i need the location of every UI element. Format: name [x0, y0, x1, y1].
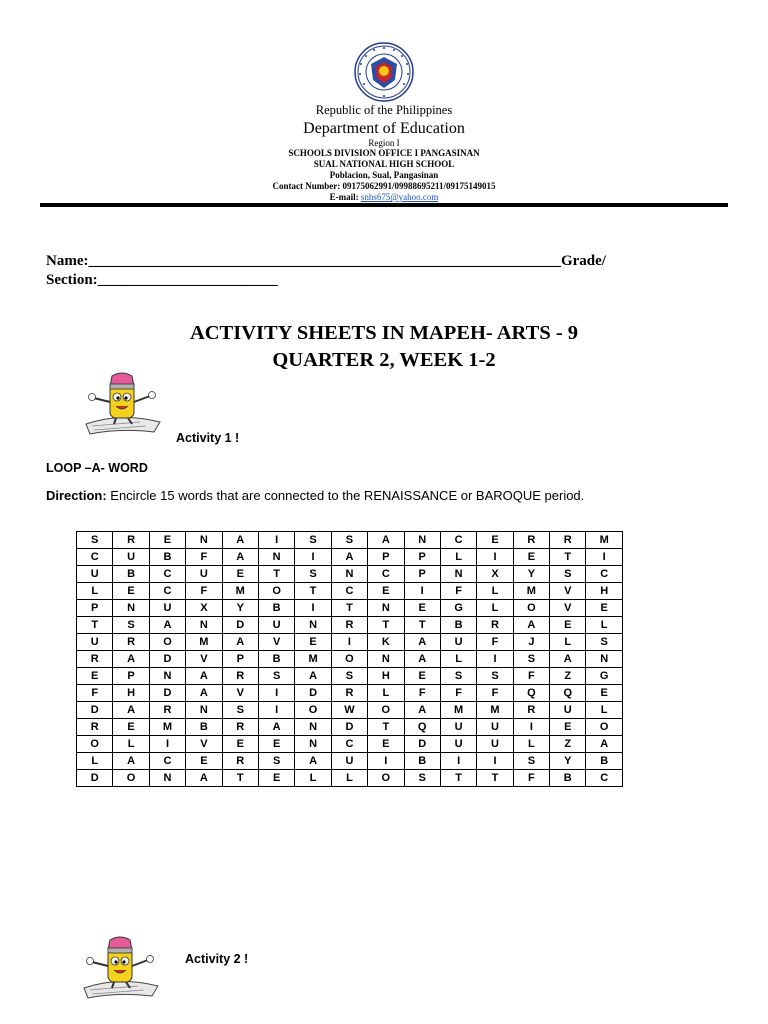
grid-cell[interactable]: O	[331, 651, 367, 668]
grid-cell[interactable]: O	[258, 583, 294, 600]
grid-cell[interactable]: A	[222, 549, 258, 566]
grid-cell[interactable]: E	[368, 583, 404, 600]
grid-cell[interactable]: B	[258, 651, 294, 668]
email-label: E-mail:	[329, 192, 361, 202]
grid-cell[interactable]: T	[258, 566, 294, 583]
grid-cell[interactable]: J	[513, 634, 549, 651]
grid-row	[77, 685, 623, 702]
grid-cell[interactable]: Y	[222, 600, 258, 617]
grid-cell[interactable]: B	[113, 566, 149, 583]
grid-cell[interactable]: B	[258, 600, 294, 617]
grid-cell[interactable]: I	[477, 549, 513, 566]
grid-cell[interactable]: E	[550, 719, 586, 736]
grid-cell[interactable]: E	[149, 532, 185, 549]
grid-cell[interactable]: A	[113, 702, 149, 719]
grid-cell[interactable]: B	[186, 719, 222, 736]
grid-cell[interactable]: M	[477, 702, 513, 719]
grid-cell[interactable]: R	[222, 753, 258, 770]
grid-cell[interactable]: F	[513, 770, 549, 787]
grid-row	[77, 549, 623, 566]
grid-cell[interactable]: U	[186, 566, 222, 583]
grid-cell[interactable]: X	[186, 600, 222, 617]
grid-cell[interactable]: S	[440, 668, 476, 685]
grid-cell[interactable]: N	[331, 566, 367, 583]
deped-seal	[354, 42, 414, 102]
grid-row	[77, 583, 623, 600]
grid-cell[interactable]: U	[440, 736, 476, 753]
grid-cell[interactable]: L	[368, 685, 404, 702]
grid-cell[interactable]: R	[113, 634, 149, 651]
grid-cell[interactable]: N	[440, 566, 476, 583]
grid-cell[interactable]: W	[331, 702, 367, 719]
grid-cell[interactable]: T	[404, 617, 440, 634]
grid-cell[interactable]: P	[368, 549, 404, 566]
grid-cell[interactable]: V	[550, 583, 586, 600]
header-email-row	[0, 192, 768, 202]
grid-cell[interactable]: D	[331, 719, 367, 736]
grid-cell[interactable]: H	[113, 685, 149, 702]
grid-cell[interactable]: N	[586, 651, 622, 668]
grid-cell[interactable]: N	[113, 600, 149, 617]
grid-row	[77, 668, 623, 685]
grid-cell[interactable]: A	[295, 753, 331, 770]
grid-cell[interactable]: B	[586, 753, 622, 770]
grid-cell[interactable]: P	[404, 549, 440, 566]
grid-cell[interactable]: N	[186, 532, 222, 549]
grid-cell[interactable]: E	[222, 736, 258, 753]
grid-cell[interactable]: I	[404, 583, 440, 600]
grid-cell[interactable]: L	[295, 770, 331, 787]
grid-cell[interactable]: U	[113, 549, 149, 566]
activity-1-label: Activity 1 !	[176, 431, 240, 445]
grid-cell[interactable]: E	[586, 600, 622, 617]
grid-cell[interactable]: M	[186, 634, 222, 651]
grid-cell[interactable]: I	[586, 549, 622, 566]
grid-cell[interactable]: U	[440, 634, 476, 651]
grid-cell[interactable]: S	[477, 668, 513, 685]
grid-cell[interactable]: E	[77, 668, 113, 685]
grid-cell[interactable]: U	[77, 634, 113, 651]
grid-cell[interactable]: Z	[550, 668, 586, 685]
grid-row	[77, 736, 623, 753]
grid-cell[interactable]: L	[513, 736, 549, 753]
grid-cell[interactable]: N	[186, 702, 222, 719]
grid-cell[interactable]: C	[149, 753, 185, 770]
grid-cell[interactable]: Q	[550, 685, 586, 702]
grid-cell[interactable]: P	[77, 600, 113, 617]
grid-cell[interactable]: A	[586, 736, 622, 753]
grid-cell[interactable]: L	[77, 583, 113, 600]
grid-cell[interactable]: A	[550, 651, 586, 668]
grid-cell[interactable]: L	[440, 651, 476, 668]
grid-cell[interactable]: U	[149, 600, 185, 617]
grid-cell[interactable]: B	[440, 617, 476, 634]
grid-cell[interactable]: N	[295, 719, 331, 736]
grid-cell[interactable]: E	[186, 753, 222, 770]
grid-cell[interactable]: A	[404, 651, 440, 668]
grid-cell[interactable]: P	[404, 566, 440, 583]
grid-cell[interactable]: A	[404, 634, 440, 651]
grid-cell[interactable]: S	[258, 668, 294, 685]
grid-cell[interactable]: M	[149, 719, 185, 736]
direction-text	[46, 488, 584, 503]
grid-cell[interactable]: P	[113, 668, 149, 685]
grid-cell[interactable]: N	[368, 600, 404, 617]
grid-cell[interactable]: R	[331, 685, 367, 702]
grid-cell[interactable]: Z	[550, 736, 586, 753]
grid-cell[interactable]: I	[258, 702, 294, 719]
grid-cell[interactable]: O	[149, 634, 185, 651]
grid-cell[interactable]: N	[404, 532, 440, 549]
header-division: SCHOOLS DIVISION OFFICE I PANGASINAN	[288, 148, 480, 158]
grid-cell[interactable]: Q	[513, 685, 549, 702]
grid-cell[interactable]: Y	[550, 753, 586, 770]
grid-cell[interactable]: E	[586, 685, 622, 702]
grid-cell[interactable]: H	[368, 668, 404, 685]
grid-cell[interactable]: E	[513, 549, 549, 566]
grid-cell[interactable]: I	[477, 651, 513, 668]
grid-cell[interactable]: V	[222, 685, 258, 702]
grid-cell[interactable]: K	[368, 634, 404, 651]
grid-cell[interactable]: S	[513, 753, 549, 770]
grid-cell[interactable]: E	[113, 583, 149, 600]
grid-cell[interactable]: L	[77, 753, 113, 770]
grid-cell[interactable]: Y	[513, 566, 549, 583]
grid-cell[interactable]: C	[331, 583, 367, 600]
grid-cell[interactable]: N	[149, 770, 185, 787]
grid-cell[interactable]: I	[331, 634, 367, 651]
grid-cell[interactable]: G	[440, 600, 476, 617]
grid-cell[interactable]: F	[440, 583, 476, 600]
grid-cell[interactable]: E	[222, 566, 258, 583]
grid-cell[interactable]: A	[222, 532, 258, 549]
grid-cell[interactable]: O	[513, 600, 549, 617]
grid-cell[interactable]: D	[77, 702, 113, 719]
page-subtitle: QUARTER 2, WEEK 1-2	[272, 349, 496, 371]
grid-cell[interactable]: R	[77, 651, 113, 668]
grid-cell[interactable]: T	[295, 583, 331, 600]
grid-cell[interactable]: A	[113, 651, 149, 668]
grid-row	[77, 651, 623, 668]
grid-cell[interactable]: V	[186, 736, 222, 753]
grid-cell[interactable]: F	[477, 685, 513, 702]
grid-cell[interactable]: M	[222, 583, 258, 600]
grid-cell[interactable]: R	[113, 532, 149, 549]
grid-cell[interactable]: S	[77, 532, 113, 549]
grid-cell[interactable]: I	[258, 685, 294, 702]
grid-cell[interactable]: S	[113, 617, 149, 634]
header-address: Poblacion, Sual, Pangasinan	[329, 170, 439, 180]
grid-cell[interactable]: T	[440, 770, 476, 787]
grid-cell[interactable]: A	[368, 532, 404, 549]
grid-cell[interactable]: I	[477, 753, 513, 770]
grid-cell[interactable]: N	[149, 668, 185, 685]
grid-cell[interactable]: R	[77, 719, 113, 736]
grid-cell[interactable]: X	[477, 566, 513, 583]
grid-cell[interactable]: I	[440, 753, 476, 770]
grid-cell[interactable]: A	[186, 685, 222, 702]
section-field[interactable]: Section:________________________	[46, 272, 278, 288]
grid-cell[interactable]: F	[513, 668, 549, 685]
grid-row	[77, 719, 623, 736]
grid-cell[interactable]: S	[295, 566, 331, 583]
grid-cell[interactable]: N	[258, 549, 294, 566]
grid-cell[interactable]: L	[550, 634, 586, 651]
grid-row	[77, 702, 623, 719]
grid-cell[interactable]: L	[477, 600, 513, 617]
grid-cell[interactable]: A	[186, 668, 222, 685]
grid-cell[interactable]: V	[258, 634, 294, 651]
grid-cell[interactable]: R	[222, 668, 258, 685]
grid-cell[interactable]: C	[149, 583, 185, 600]
grid-cell[interactable]: U	[550, 702, 586, 719]
grid-cell[interactable]: A	[295, 668, 331, 685]
grid-cell[interactable]: V	[550, 600, 586, 617]
grid-cell[interactable]: S	[550, 566, 586, 583]
direction-label: Direction:	[46, 488, 107, 503]
grid-cell[interactable]: I	[295, 549, 331, 566]
grid-cell[interactable]: S	[331, 668, 367, 685]
grid-cell[interactable]: I	[368, 753, 404, 770]
grid-cell[interactable]: A	[149, 617, 185, 634]
grid-cell[interactable]: O	[77, 736, 113, 753]
grid-cell[interactable]: A	[222, 634, 258, 651]
grid-cell[interactable]: C	[586, 566, 622, 583]
grid-cell[interactable]: I	[513, 719, 549, 736]
grid-cell[interactable]: T	[368, 617, 404, 634]
pencil-mascot-icon	[78, 936, 164, 1002]
grid-cell[interactable]: F	[77, 685, 113, 702]
grid-cell[interactable]: O	[368, 770, 404, 787]
grid-cell[interactable]: L	[440, 549, 476, 566]
grid-row	[77, 753, 623, 770]
header-department: Department of Education	[303, 120, 465, 137]
grid-row	[77, 600, 623, 617]
grid-cell[interactable]: C	[77, 549, 113, 566]
grid-cell[interactable]: D	[149, 651, 185, 668]
grid-row	[77, 566, 623, 583]
grid-cell[interactable]: F	[186, 583, 222, 600]
grid-cell[interactable]: B	[149, 549, 185, 566]
grid-cell[interactable]: B	[404, 753, 440, 770]
grid-row	[77, 770, 623, 787]
grid-cell[interactable]: L	[113, 736, 149, 753]
grid-cell[interactable]: H	[586, 583, 622, 600]
grid-cell[interactable]: A	[331, 549, 367, 566]
grid-cell[interactable]: T	[550, 549, 586, 566]
grid-cell[interactable]: D	[77, 770, 113, 787]
grid-cell[interactable]: T	[368, 719, 404, 736]
name-grade-field[interactable]: Name:_______________________________________________________________Grade/	[46, 253, 606, 269]
grid-cell[interactable]: N	[295, 617, 331, 634]
grid-cell[interactable]: T	[331, 600, 367, 617]
header-contact: Contact Number: 09175062991/09988695211/09175149015	[272, 181, 496, 191]
grid-cell[interactable]: M	[440, 702, 476, 719]
email-link[interactable]: snhs675@yahoo.com	[360, 192, 439, 202]
grid-cell[interactable]: I	[295, 600, 331, 617]
header-divider	[40, 203, 728, 207]
grid-cell[interactable]: E	[295, 634, 331, 651]
grid-cell[interactable]: N	[186, 617, 222, 634]
header-school: SUAL NATIONAL HIGH SCHOOL	[313, 159, 455, 169]
grid-cell[interactable]: I	[149, 736, 185, 753]
grid-cell[interactable]: O	[586, 719, 622, 736]
grid-cell[interactable]: C	[586, 770, 622, 787]
grid-cell[interactable]: S	[258, 753, 294, 770]
grid-cell[interactable]: B	[550, 770, 586, 787]
grid-cell[interactable]: D	[149, 685, 185, 702]
grid-cell[interactable]: A	[113, 753, 149, 770]
grid-cell[interactable]: L	[331, 770, 367, 787]
grid-cell[interactable]: A	[513, 617, 549, 634]
grid-cell[interactable]: S	[513, 651, 549, 668]
grid-cell[interactable]: E	[258, 736, 294, 753]
grid-cell[interactable]: S	[295, 532, 331, 549]
grid-cell[interactable]: A	[186, 770, 222, 787]
grid-row	[77, 532, 623, 549]
direction-body: Encircle 15 words that are connected to the RENAISSANCE or BAROQUE period.	[106, 488, 585, 503]
grid-cell[interactable]: D	[222, 617, 258, 634]
grid-cell[interactable]: R	[149, 702, 185, 719]
grid-cell[interactable]: I	[258, 532, 294, 549]
grid-cell[interactable]: T	[477, 770, 513, 787]
grid-cell[interactable]: U	[77, 566, 113, 583]
grid-cell[interactable]: Q	[404, 719, 440, 736]
grid-cell[interactable]: C	[368, 566, 404, 583]
grid-cell[interactable]: E	[404, 668, 440, 685]
grid-cell[interactable]: S	[222, 702, 258, 719]
grid-cell[interactable]: F	[440, 685, 476, 702]
grid-cell[interactable]: A	[404, 702, 440, 719]
header-region: Region I	[368, 138, 400, 148]
grid-cell[interactable]: G	[586, 668, 622, 685]
grid-cell[interactable]: V	[186, 651, 222, 668]
grid-cell[interactable]: P	[222, 651, 258, 668]
grid-cell[interactable]: N	[295, 736, 331, 753]
grid-cell[interactable]: E	[550, 617, 586, 634]
grid-cell[interactable]: L	[586, 617, 622, 634]
grid-cell[interactable]: M	[586, 532, 622, 549]
grid-cell[interactable]: E	[477, 532, 513, 549]
grid-row	[77, 634, 623, 651]
grid-cell[interactable]: C	[331, 736, 367, 753]
grid-cell[interactable]: O	[368, 702, 404, 719]
grid-cell[interactable]: R	[477, 617, 513, 634]
grid-cell[interactable]: F	[186, 549, 222, 566]
grid-cell[interactable]: M	[513, 583, 549, 600]
grid-cell[interactable]: R	[331, 617, 367, 634]
grid-cell[interactable]: D	[295, 685, 331, 702]
grid-cell[interactable]: N	[368, 651, 404, 668]
grid-cell[interactable]: U	[477, 719, 513, 736]
grid-cell[interactable]: O	[295, 702, 331, 719]
grid-cell[interactable]: F	[404, 685, 440, 702]
grid-cell[interactable]: S	[404, 770, 440, 787]
grid-cell[interactable]: E	[113, 719, 149, 736]
grid-cell[interactable]: E	[404, 600, 440, 617]
activity-2-label: Activity 2 !	[185, 952, 249, 966]
grid-cell[interactable]: U	[440, 719, 476, 736]
grid-cell[interactable]: L	[477, 583, 513, 600]
header-republic: Republic of the Philippines	[315, 103, 453, 117]
grid-cell[interactable]: C	[149, 566, 185, 583]
pencil-mascot-icon	[80, 372, 166, 438]
grid-cell[interactable]: C	[440, 532, 476, 549]
grid-cell[interactable]: M	[295, 651, 331, 668]
loop-a-word-heading: LOOP –A- WORD	[46, 461, 148, 475]
grid-cell[interactable]: R	[513, 702, 549, 719]
grid-cell[interactable]: R	[513, 532, 549, 549]
grid-cell[interactable]: U	[477, 736, 513, 753]
grid-cell[interactable]: E	[258, 770, 294, 787]
grid-cell[interactable]: A	[258, 719, 294, 736]
grid-row	[77, 617, 623, 634]
grid-cell[interactable]: T	[77, 617, 113, 634]
grid-cell[interactable]: L	[586, 702, 622, 719]
page-title: ACTIVITY SHEETS IN MAPEH- ARTS - 9	[189, 322, 579, 344]
grid-cell[interactable]: T	[222, 770, 258, 787]
grid-cell[interactable]: R	[550, 532, 586, 549]
grid-cell[interactable]: U	[331, 753, 367, 770]
word-search-grid	[76, 531, 623, 787]
grid-cell[interactable]: E	[368, 736, 404, 753]
grid-cell[interactable]: F	[477, 634, 513, 651]
grid-cell[interactable]: U	[258, 617, 294, 634]
grid-cell[interactable]: D	[404, 736, 440, 753]
grid-cell[interactable]: R	[222, 719, 258, 736]
grid-cell[interactable]: S	[331, 532, 367, 549]
grid-cell[interactable]: O	[113, 770, 149, 787]
grid-cell[interactable]: S	[586, 634, 622, 651]
